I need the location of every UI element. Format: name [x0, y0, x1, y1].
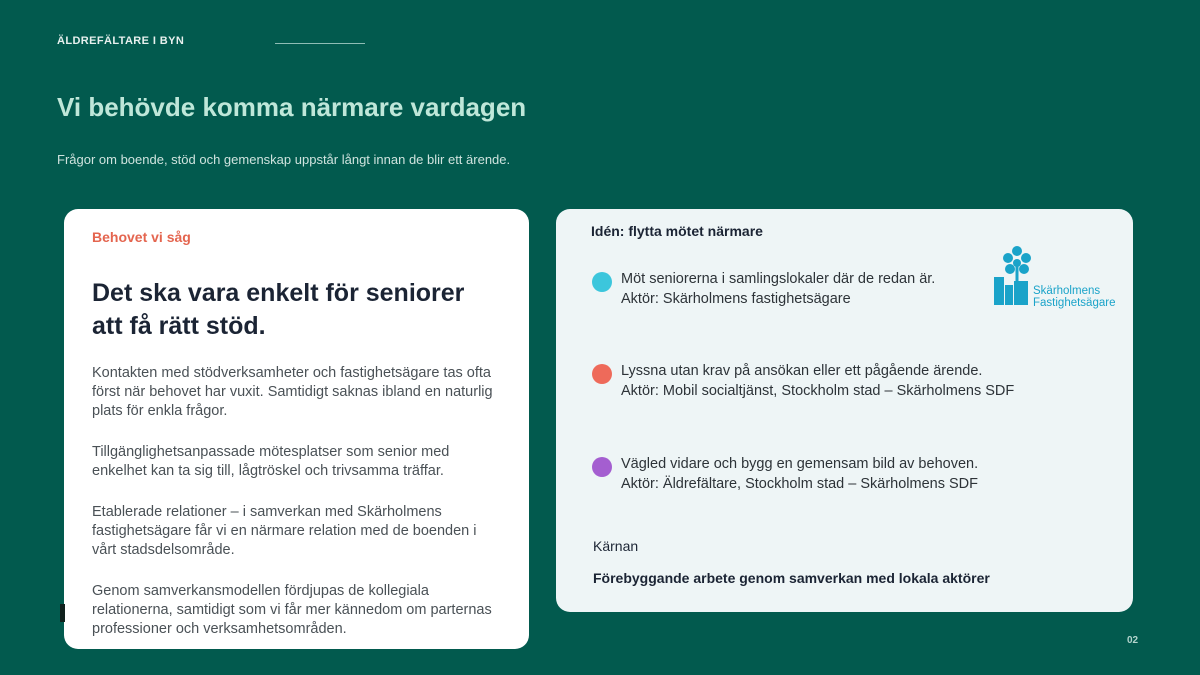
skarholmens-logo — [993, 245, 1128, 311]
edge-mark — [60, 604, 65, 622]
page-number: 02 — [1127, 635, 1139, 646]
core-label: Kärnan — [593, 538, 639, 554]
step-1-dot-icon — [592, 272, 612, 292]
need-paragraph-1: Kontakten med stödverksamheter och fastighetsägare tas ofta först när behovet har vuxit. Samtidigt saknas ibland en naturlig plats för enkla frågor. — [92, 365, 493, 419]
need-headline-line-2: att få rätt stöd. — [92, 312, 266, 340]
logo-wordmark — [1033, 285, 1115, 309]
core-statement: Förebyggande arbete genom samverkan med lokala aktörer — [593, 570, 990, 586]
need-paragraph-3: Etablerade relationer – i samverkan med Skärholmens fastighetsägare får vi en närmare relation med de boenden i vårt stadsdelsområde. — [92, 504, 477, 558]
page-subtitle: Frågor om boende, stöd och gemenskap uppstår långt innan de blir ett ärende. — [57, 152, 511, 167]
need-headline-line-1: Det ska vara enkelt för seniorer — [92, 279, 465, 307]
step-3-dot-icon — [592, 457, 612, 477]
logo-line-1: Skärholmens — [1033, 285, 1101, 297]
step-2-dot-icon — [592, 364, 612, 384]
idea-card — [556, 209, 1133, 612]
section-eyebrow: ÄLDREFÄLTARE I BYN — [57, 35, 185, 47]
step-3-line-1: Vägled vidare och bygg en gemensam bild av behoven. — [621, 456, 979, 472]
step-1-text — [621, 269, 935, 309]
need-card — [64, 209, 529, 649]
eyebrow-divider — [275, 43, 365, 44]
step-1-line-2: Aktör: Skärholmens fastighetsägare — [621, 291, 851, 307]
step-2-line-1: Lyssna utan krav på ansökan eller ett pågående ärende. — [621, 363, 983, 379]
need-paragraph-4: Genom samverkansmodellen fördjupas de kollegiala relationerna, samtidigt som vi får mer kännedom om parternas professioner och verksamhetsområden. — [92, 583, 492, 637]
step-1-line-1: Möt seniorerna i samlingslokaler där de redan är. — [621, 271, 936, 287]
need-paragraph-2: Tillgänglighetsanpassade mötesplatser som senior med enkelhet kan ta sig till, lågtröskel och trivsamma träffar. — [92, 444, 450, 479]
idea-title: Idén: flytta mötet närmare — [591, 223, 763, 239]
building-tree-logo-icon — [993, 245, 1033, 309]
step-3-line-2: Aktör: Äldrefältare, Stockholm stad – Skärholmens SDF — [621, 476, 979, 492]
page-title: Vi behövde komma närmare vardagen — [57, 92, 527, 122]
logo-line-2: Fastighetsägare — [1033, 297, 1116, 309]
need-kicker: Behovet vi såg — [92, 229, 191, 245]
step-2-line-2: Aktör: Mobil socialtjänst, Stockholm stad – Skärholmens SDF — [621, 383, 1015, 399]
need-headline — [92, 277, 501, 343]
step-3-text — [621, 454, 978, 494]
step-2-text — [621, 361, 1014, 401]
